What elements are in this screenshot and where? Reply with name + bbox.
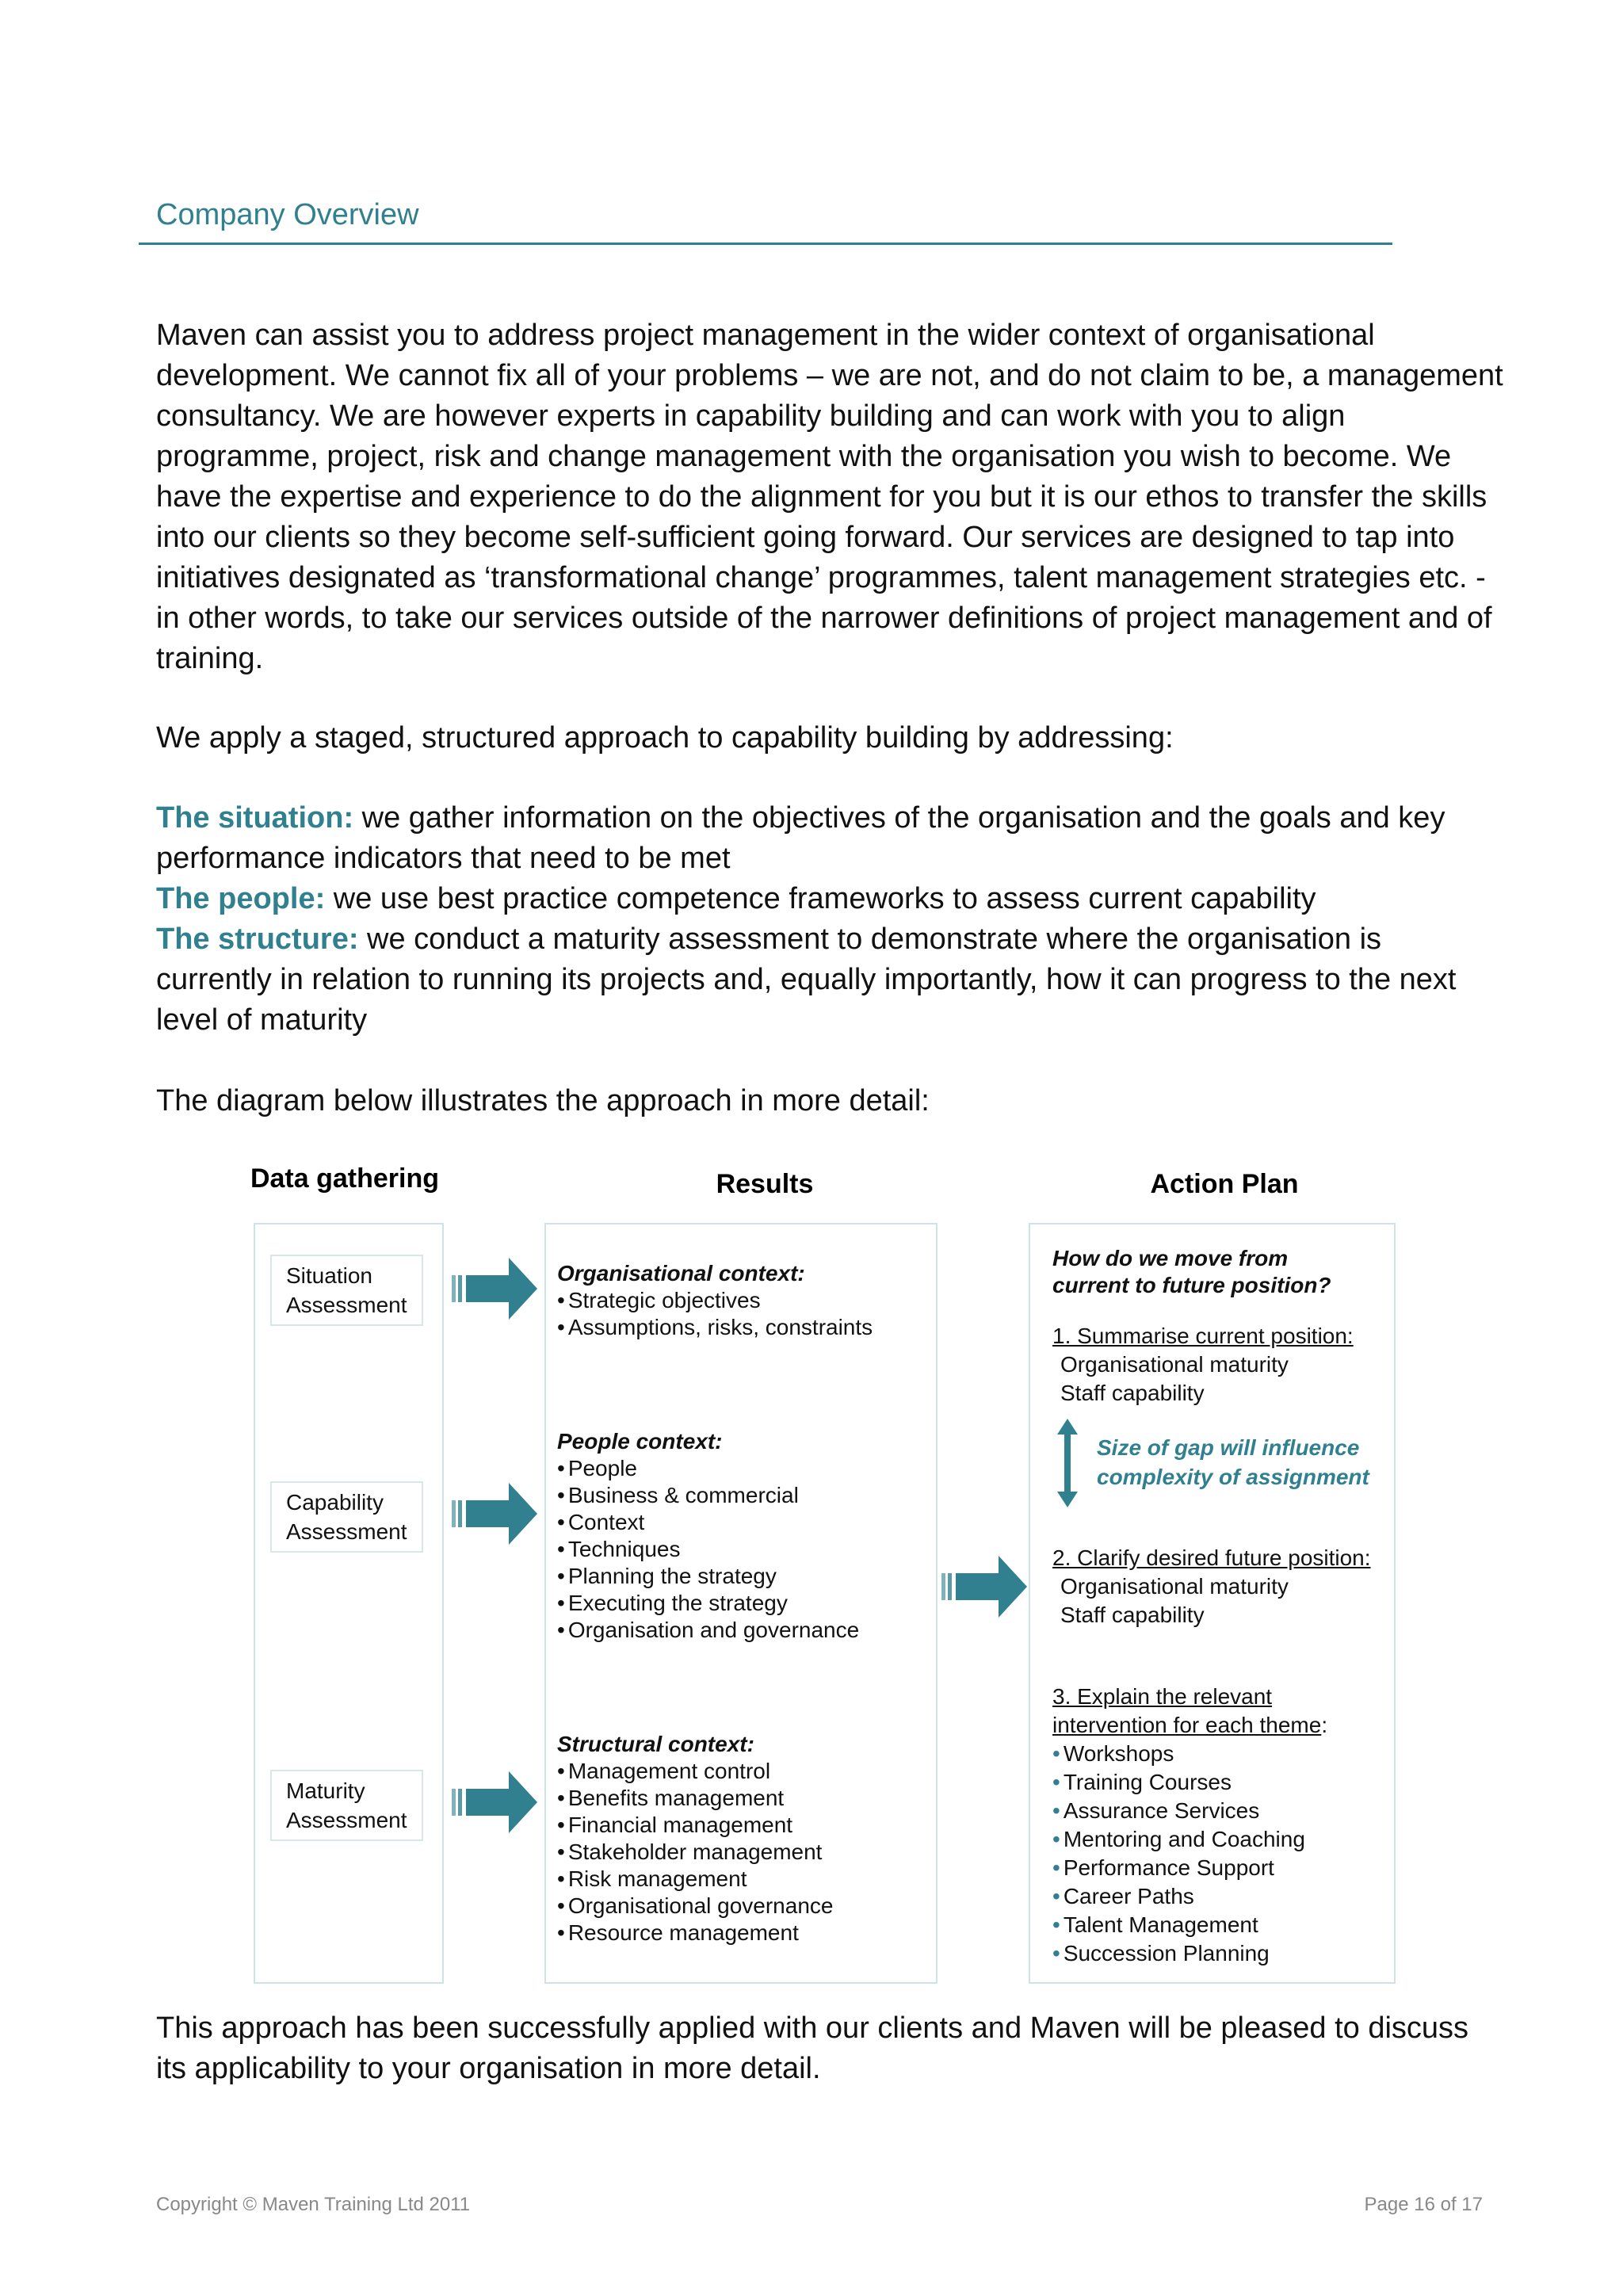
org-context-block: Organisational context: • Strategic objectives • Assumptions, risks, constraints [557, 1260, 930, 1341]
maturity-assessment-box: Maturity Assessment [270, 1770, 423, 1841]
definitions-list [156, 798, 1503, 1041]
arrow-right-icon [940, 1553, 1029, 1621]
col-head-action-plan: Action Plan [1150, 1169, 1299, 1199]
col-head-results: Results [716, 1169, 814, 1199]
definition-structure: The structure: we conduct a maturity assessment to demonstrate where the organisation is currently in relation to running its projects and, equally importantly, how it can progress to the next level of maturity [156, 923, 1457, 1037]
section-title: Company Overview [156, 198, 419, 231]
situation-assessment-box: Situation Assessment [270, 1255, 423, 1326]
action-step-1: 1. Summarise current position: Organisational maturity Staff capability [1052, 1324, 1354, 1405]
arrow-right-icon [450, 1480, 539, 1548]
capability-assessment-box: Capability Assessment [270, 1481, 423, 1553]
definition-people: The people: we use best practice competence frameworks to assess current capability [156, 882, 1316, 915]
arrow-right-icon [450, 1768, 539, 1836]
footer-copyright: Copyright © Maven Training Ltd 2011 [156, 2194, 471, 2215]
diagram-intro: The diagram below illustrates the approach in more detail: [156, 1084, 930, 1117]
data-gathering-panel [254, 1223, 444, 1984]
action-step-3: 3. Explain the relevant intervention for each theme: • Workshops • Training Courses • Assurance Services • Mentoring and Coaching • Performance Support • Career Paths • Talent Management • Succession Planning [1052, 1683, 1385, 1968]
action-question: How do we move from current to future position? [1052, 1246, 1331, 1297]
structural-context-block: Structural context: • Management control • Benefits management • Financial management • Stakeholder management • Risk management • Organisational governance • Resource management [557, 1731, 930, 1946]
footer-page-number: Page 16 of 17 [1364, 2194, 1483, 2215]
approach-paragraph: We apply a staged, structured approach to capability building by addressing: [156, 721, 1174, 755]
intro-paragraph: Maven can assist you to address project management in the wider context of organisational development. We cannot fix all of your problems – we are not, and do not claim to be, a management consultancy. We are however experts in capability building and can work with you to align programme, project, risk and change management with the organisation you wish to become. We have the expertise and experience to do the alignment for you but it is our ethos to transfer the skills into our clients so they become self-sufficient going forward. Our services are designed to tap into initiatives designated as ‘transformational change’ programmes, talent management strategies etc. - in other words, to take our services outside of the narrower definitions of project management and of training. [156, 319, 1503, 675]
gap-note: Size of gap will influence complexity of assignment [1097, 1435, 1369, 1489]
double-arrow-icon [1056, 1419, 1079, 1507]
col-head-data-gathering: Data gathering [250, 1163, 440, 1194]
definition-situation: The situation: we gather information on the objectives of the organisation and the goals and key performance indicators that need to be met [156, 801, 1445, 875]
action-step-2: 2. Clarify desired future position: Organisational maturity Staff capability [1052, 1545, 1371, 1627]
closing-paragraph: This approach has been successfully applied with our clients and Maven will be pleased to discuss its applicability to your organisation in more detail. [156, 2011, 1469, 2085]
title-rule [139, 243, 1392, 245]
people-context-block: People context: • People • Business & commercial • Context • Techniques • Planning the strategy • Executing the strategy • Organisation and governance [557, 1428, 930, 1644]
arrow-right-icon [450, 1255, 539, 1323]
